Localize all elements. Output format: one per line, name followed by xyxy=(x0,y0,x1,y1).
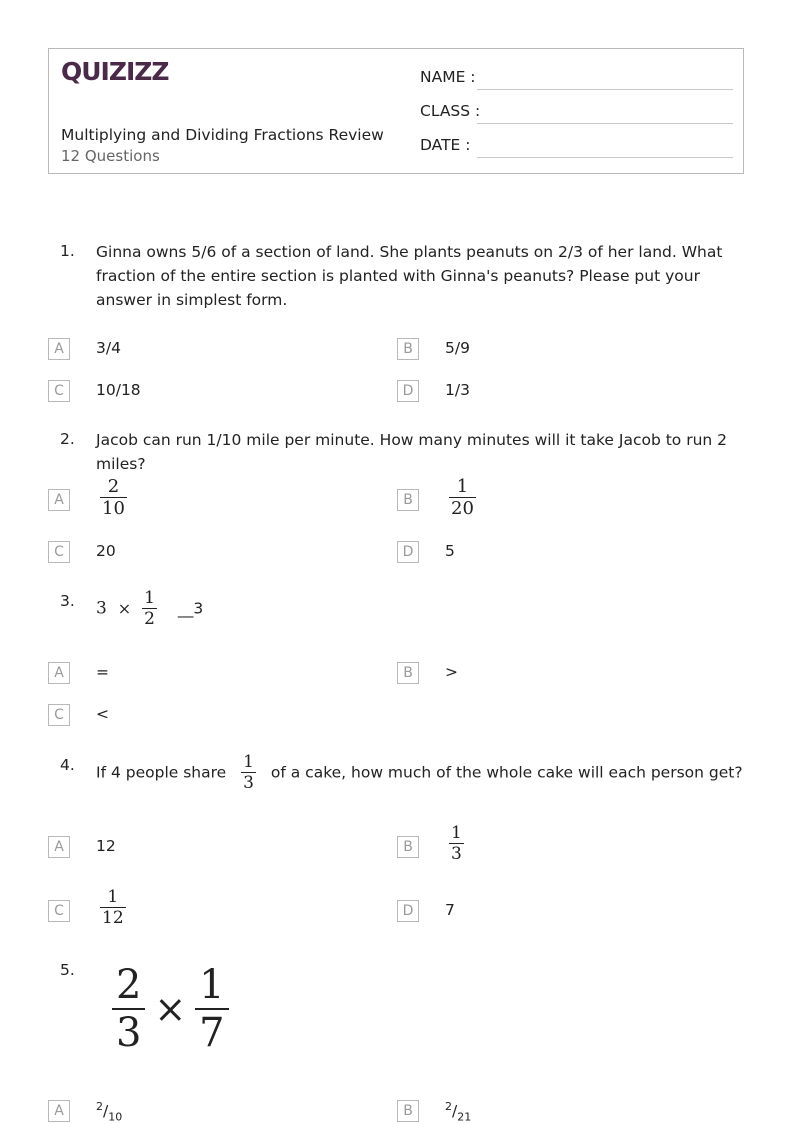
option-text: 3/4 xyxy=(96,339,121,357)
option-letter: D xyxy=(397,541,419,563)
option-letter: C xyxy=(48,900,70,922)
quizizz-logo: QUIZIZZ xyxy=(61,57,169,86)
option-text: 5 xyxy=(445,542,455,560)
numerator: 1 xyxy=(243,752,254,772)
question-text: Ginna owns 5/6 of a section of land. She plants peanuts on 2/3 of her land. What fraction of the entire section is planted with Ginna's peanuts? Please put your answer in simplest form. xyxy=(96,243,723,309)
denominator: 7 xyxy=(195,1008,228,1056)
denominator: 2 xyxy=(144,609,155,629)
option-letter: B xyxy=(397,338,419,360)
option-letter: A xyxy=(48,662,70,684)
denominator: 3 xyxy=(112,1008,145,1056)
option-letter: B xyxy=(397,1100,419,1122)
question-text-after: of a cake, how much of the whole cake will each person get? xyxy=(270,763,743,782)
option-text: 1/3 xyxy=(445,381,470,399)
option-letter: B xyxy=(397,662,419,684)
option-text: < xyxy=(96,705,109,723)
numerator: 1 xyxy=(107,887,119,907)
superscript: 2 xyxy=(96,1100,103,1113)
class-label: CLASS : xyxy=(420,102,481,120)
option-fraction xyxy=(100,887,126,928)
option-letter: A xyxy=(48,338,70,360)
option-letter: D xyxy=(397,900,419,922)
option-text: 10/18 xyxy=(96,381,141,399)
operator: × xyxy=(154,987,187,1031)
worksheet-title: Multiplying and Dividing Fractions Review xyxy=(61,126,384,144)
question-text: Jacob can run 1/10 mile per minute. How many minutes will it take Jacob to run 2 miles? xyxy=(96,431,728,473)
class-line[interactable] xyxy=(477,123,733,124)
numerator: 2 xyxy=(107,476,120,497)
numerator: 1 xyxy=(451,823,462,843)
option-letter: C xyxy=(48,380,70,402)
option-letter: C xyxy=(48,704,70,726)
numerator: 2 xyxy=(116,962,142,1008)
option-text: 12 xyxy=(96,837,116,855)
option-letter: B xyxy=(397,836,419,858)
question-count: 12 Questions xyxy=(61,147,160,165)
class-field[interactable] xyxy=(420,102,733,126)
subscript: 10 xyxy=(108,1110,123,1124)
subscript: 21 xyxy=(457,1110,472,1124)
numerator: 1 xyxy=(144,588,155,608)
question-expression xyxy=(112,962,312,1056)
option-letter: A xyxy=(48,1100,70,1122)
option-text: 20 xyxy=(96,542,116,560)
option-text: 5/9 xyxy=(445,339,470,357)
date-line[interactable] xyxy=(477,157,733,158)
name-field[interactable] xyxy=(420,68,733,92)
date-field[interactable] xyxy=(420,136,733,160)
worksheet-header xyxy=(48,48,744,174)
option-text: 7 xyxy=(445,901,455,919)
option-letter: B xyxy=(397,489,419,511)
question-number: 1. xyxy=(60,242,75,260)
question-text-before: If 4 people share xyxy=(96,763,227,782)
operand-left: 3 xyxy=(96,598,107,619)
numerator: 1 xyxy=(199,962,225,1008)
option-letter: C xyxy=(48,541,70,563)
question-expression xyxy=(96,588,748,629)
comparison-blank: __ xyxy=(177,599,194,618)
denominator: 20 xyxy=(451,498,474,519)
option-letter: A xyxy=(48,836,70,858)
option-text: $^2/_{21}$ xyxy=(445,1100,472,1124)
option-letter: D xyxy=(397,380,419,402)
question-text xyxy=(96,752,748,793)
denominator: 3 xyxy=(451,844,462,864)
numerator: 1 xyxy=(456,476,469,497)
option-fraction xyxy=(449,476,476,519)
question-number: 5. xyxy=(60,961,75,979)
option-text: = xyxy=(96,663,109,681)
option-text: $^2/_{10}$ xyxy=(96,1100,123,1124)
question-number: 4. xyxy=(60,756,75,774)
name-label: NAME : xyxy=(420,68,476,86)
operator: × xyxy=(117,599,132,618)
denominator: 12 xyxy=(102,908,124,928)
option-fraction xyxy=(449,823,464,864)
name-line[interactable] xyxy=(477,89,733,90)
operand-right: 3 xyxy=(193,599,204,618)
date-label: DATE : xyxy=(420,136,471,154)
option-letter: A xyxy=(48,489,70,511)
option-text: > xyxy=(445,663,458,681)
question-number: 3. xyxy=(60,592,75,610)
option-fraction xyxy=(100,476,127,519)
superscript: 2 xyxy=(445,1100,452,1113)
denominator: 3 xyxy=(243,773,254,793)
denominator: 10 xyxy=(102,498,125,519)
question-number: 2. xyxy=(60,430,75,448)
